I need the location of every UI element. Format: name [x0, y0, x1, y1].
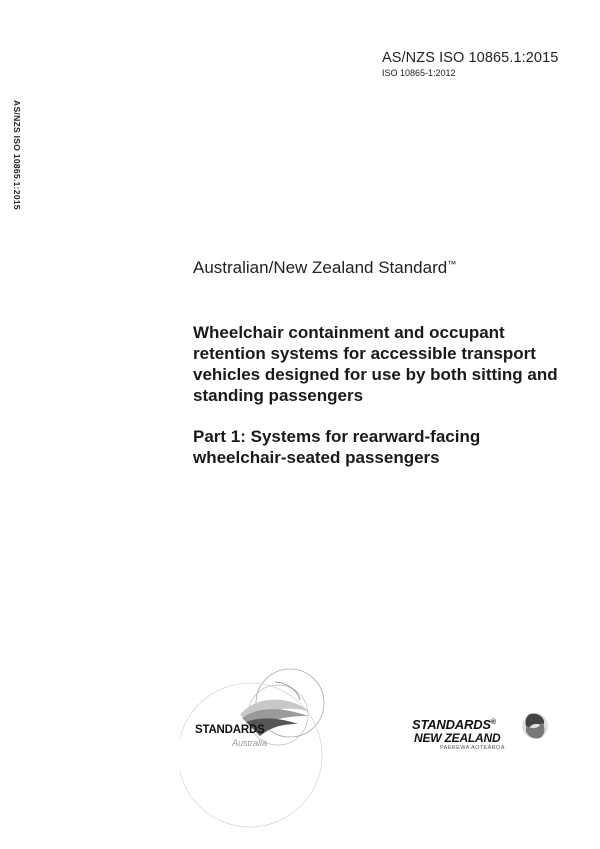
spine-label: AS/NZS ISO 10865.1:2015: [12, 100, 22, 210]
registered-symbol: ®: [490, 719, 496, 726]
document-title: Wheelchair containment and occupant retention systems for accessible transport vehicles designed for use by both sitting and standing passengers: [193, 323, 558, 405]
standards-new-zealand-line1: STANDARDS: [412, 717, 491, 732]
standards-new-zealand-line2: NEW ZEALAND: [414, 731, 501, 745]
standards-new-zealand-maori-name: PAEREWA AOTEAROA: [440, 745, 505, 751]
standard-type-label: Australian/New Zealand Standard: [193, 258, 448, 277]
iso-number: ISO 10865-1:2012: [382, 68, 456, 78]
document-part-title: Part 1: Systems for rearward-facing wheelchair-seated passengers: [193, 427, 481, 467]
standards-australia-subtitle: Australia: [232, 738, 268, 748]
standard-type: [193, 258, 456, 278]
standards-new-zealand-wordmark: [412, 717, 496, 732]
standards-australia-wordmark: STANDARDS: [195, 724, 265, 736]
trademark-symbol: ™: [447, 259, 457, 269]
standard-number: AS/NZS ISO 10865.1:2015: [382, 50, 559, 66]
